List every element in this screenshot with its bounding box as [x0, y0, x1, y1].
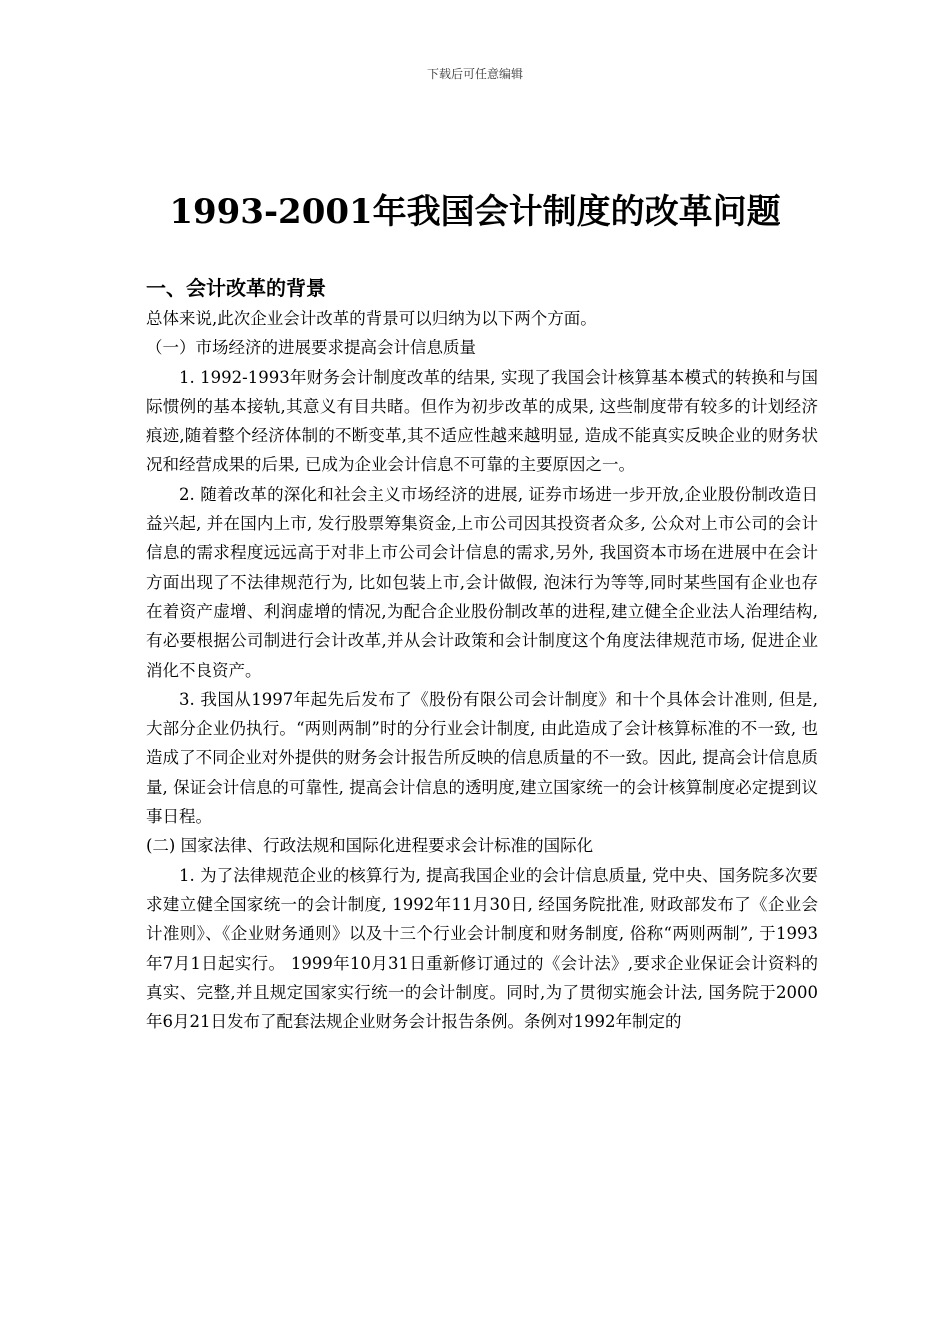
document-title: 1993-2001年我国会计制度的改革问题 — [169, 192, 781, 232]
paragraph-3: 3. 我国从1997年起先后发布了《股份有限公司会计制度》和十个具体会计准则, 但是, 大部分企业仍执行。“两则两制”时的分行业会计制度, 由此造成了会计核算标准的不一致, 也造成了不同企业对外提供的财务会计报告所反映的信息质量的不一致。因此, 提高会计信息质量, 保证会计信息的可靠性, 提高会计信息的透明度,建立国家统一的会计核算制度必定提到议事日程。 — [146, 689, 818, 827]
intro-paragraph: 总体来说,此次企业会计改革的背景可以归纳为以下两个方面。 — [146, 309, 597, 328]
paragraph-1: 1. 1992-1993年财务会计制度改革的结果, 实现了我国会计核算基本模式的转换和与国际惯例的基本接轨,其意义有目共睹。但作为初步改革的成果, 这些制度带有较多的计划经济痕迹,随着整个经济体制的不断变革,其不适应性越来越明显, 造成不能真实反映企业的财务状况和经营成果的后果, 已成为企业会计信息不可靠的主要原因之一。 — [146, 367, 818, 475]
section-heading: 一、会计改革的背景 — [146, 276, 326, 300]
paragraph-4: 1. 为了法律规范企业的核算行为, 提高我国企业的会计信息质量, 党中央、国务院多次要求建立健全国家统一的会计制度, 1992年11月30日, 经国务院批准, 财政部发布了《企业会计准则》、《企业财务通则》以及十三个行业会计制度和财务制度, 俗称“两则两制”, 于1993年7月1日起实行。 1999年10月31日重新修订通过的《会计法》,要求企业保证会计资料的真实、完整,并且规定国家实行统一的会计制度。同时,为了贯彻实施会计法, 国务院于2000年6月21日发布了配套法规企业财务会计报告条例。条例对1992年制定的 — [146, 865, 818, 1032]
document-body — [146, 272, 818, 1036]
subsection-heading-2: (二) 国家法律、行政法规和国际化进程要求会计标准的国际化 — [146, 836, 594, 856]
subsection-heading-1: （一）市场经济的进展要求提高会计信息质量 — [146, 338, 476, 358]
paragraph-2: 2. 随着改革的深化和社会主义市场经济的进展, 证券市场进一步开放,企业股份制改造日益兴起, 并在国内上市, 发行股票筹集资金,上市公司因其投资者众多, 公众对上市公司的会计信息的需求程度远远高于对非上市公司会计信息的需求,另外, 我国资本市场在进展中在会计方面出现了不法律规范行为, 比如包装上市,会计做假, 泡沫行为等等,同时某些国有企业也存在着资产虚增、利润虚增的情况,为配合企业股份制改革的进程,建立健全企业法人治理结构,有必要根据公司制进行会计改革,并从会计政策和会计制度这个角度法律规范市场, 促进企业消化不良资产。 — [146, 484, 818, 680]
page-header: 下载后可任意编辑 — [426, 67, 523, 81]
